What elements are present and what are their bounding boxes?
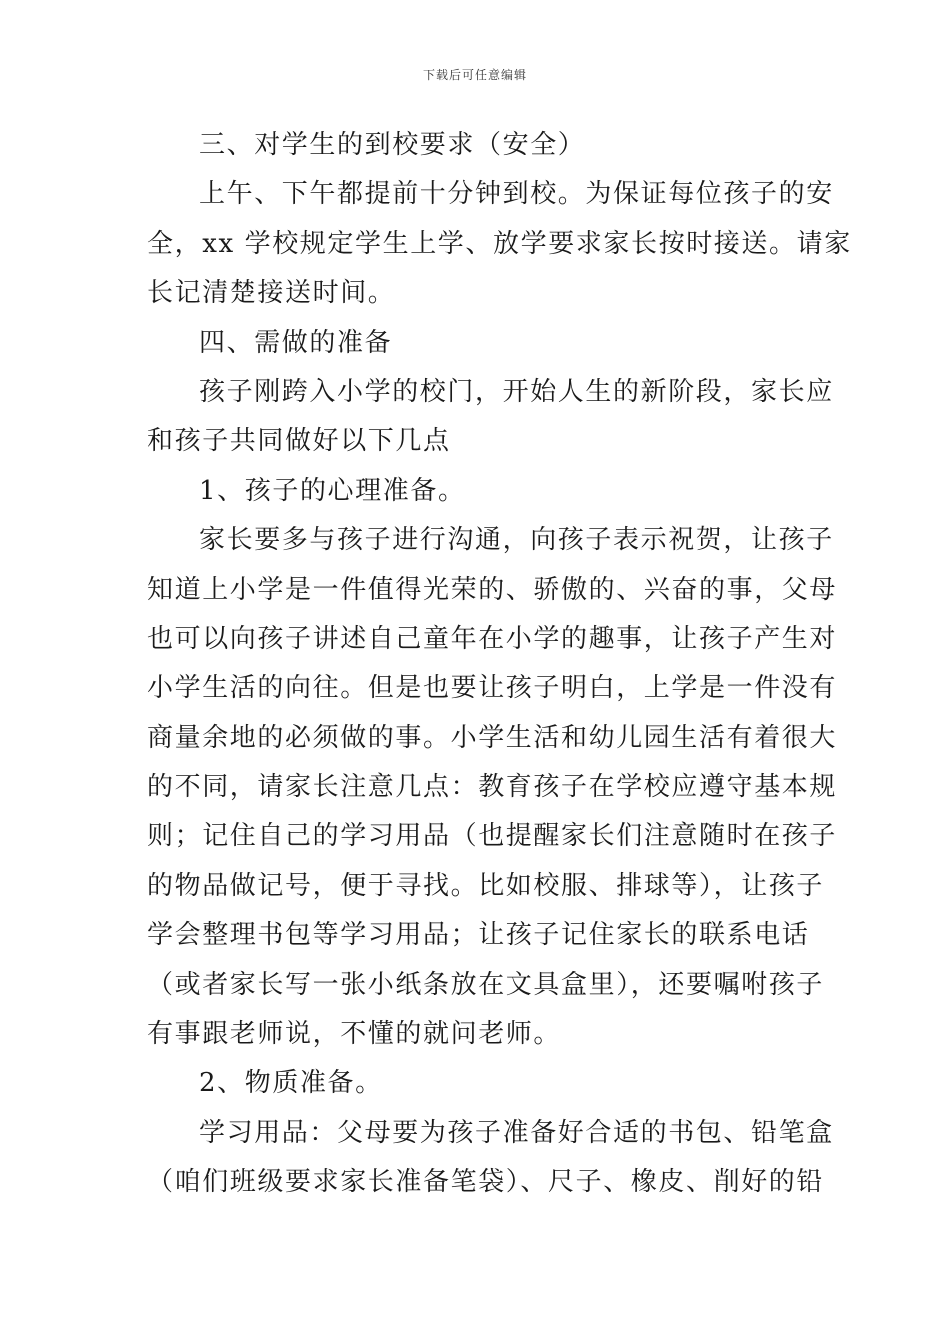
text-line: 学会整理书包等学习用品；让孩子记住家长的联系电话 [147, 920, 810, 951]
text-line: （或者家长写一张小纸条放在文具盒里），还要嘱咐孩子 [147, 969, 825, 1000]
text-line: 则；记住自己的学习用品（也提醒家长们注意随时在孩子 [147, 821, 838, 852]
text-line: （咱们班级要求家长准备笔袋）、尺子、橡皮、削好的铅 [147, 1167, 825, 1198]
document-body [147, 121, 852, 1208]
page-header: 下载后可任意编辑 [422, 68, 527, 82]
text-line: 三、对学生的到校要求（安全） [199, 130, 586, 160]
text-line: 有事跟老师说，不懂的就问老师。 [147, 1019, 562, 1050]
text-line: 孩子刚跨入小学的校门，开始人生的新阶段，家长应 [199, 376, 834, 407]
text-line: 学习用品：父母要为孩子准备好合适的书包、铅笔盒 [199, 1117, 834, 1148]
text-line: 全，xx 学校规定学生上学、放学要求家长按时接送。请家 [147, 228, 852, 259]
text-line: 小学生活的向往。但是也要让孩子明白，上学是一件没有 [147, 673, 838, 704]
text-line: 四、需做的准备 [199, 327, 393, 358]
text-line: 上午、下午都提前十分钟到校。为保证每位孩子的安 [199, 179, 834, 210]
text-line: 长记清楚接送时间。 [147, 278, 396, 309]
text-line: 的物品做记号，便于寻找。比如校服、排球等），让孩子 [147, 870, 825, 901]
text-line: 知道上小学是一件值得光荣的、骄傲的、兴奋的事，父母 [147, 574, 838, 605]
text-line: 商量余地的必须做的事。小学生活和幼儿园生活有着很大 [147, 722, 838, 753]
text-line: 的不同，请家长注意几点：教育孩子在学校应遵守基本规 [147, 772, 838, 803]
text-line: 2、物质准备。 [199, 1068, 383, 1099]
text-line: 也可以向孩子讲述自己童年在小学的趣事，让孩子产生对 [147, 623, 838, 654]
text-line: 家长要多与孩子进行沟通，向孩子表示祝贺，让孩子 [199, 525, 834, 556]
text-line: 和孩子共同做好以下几点 [147, 426, 451, 457]
text-line: 1、孩子的心理准备。 [199, 475, 466, 506]
